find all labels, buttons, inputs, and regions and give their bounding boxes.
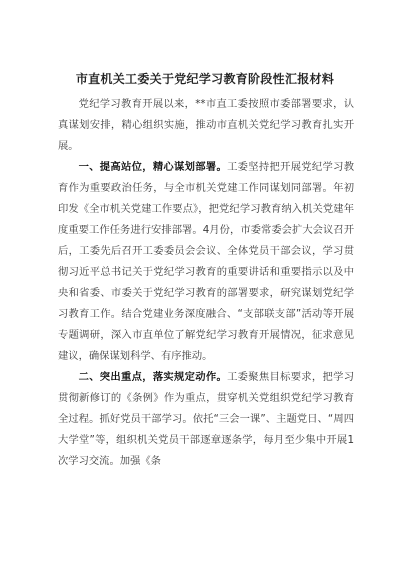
section-heading-2: 二、突出重点，落实规定动作。 [78,371,228,383]
paragraph-text: 工委聚焦目标要求，把学习贯彻新修订的《条例》作为重点，贯穿机关党组织党纪学习教育全过程。抓好党员干部学习。依托“三会一课”、主题党日、“周四大学堂”等，组织机关党员干部逐章逐条学，每月至少集中开展1次学习交流。加强《条 [58,371,355,467]
paragraph-text: 党纪学习教育开展以来，**市直工委按照市委部署要求，认真谋划安排，精心组织实施，推动市直机关党纪学习教育扎实开展。 [58,98,354,152]
paragraph-intro [58,94,354,157]
paragraph-text: 工委坚持把开展党纪学习教育作为重要政治任务，与全市机关党建工作同谋划同部署。年初印发《全市机关党建工作要点》，把党纪学习教育纳入机关党建年度重要工作任务进行安排部署。4月份，市委常委会扩大会议召开后，工委先后召开工委委员会会议、全体党员干部会议，学习贯彻习近平总书记关于党纪学习教育的重要讲话和重要指示以及中央和省委、市委关于党纪学习教育的部署要求，研究谋划党纪学习教育工作。结合党建业务深度融合、“支部联支部”活动等开展专题调研，深入市直单位了解党纪学习教育开展情况，征求意见建议，确保谋划科学、有序推动。 [58,161,355,362]
paragraph-section-2 [58,367,354,472]
paragraph-section-1 [58,157,354,367]
document-title: 市直机关工委关于党纪学习教育阶段性汇报材料 [75,72,335,86]
document-body [58,94,354,472]
section-heading-1: 一、提高站位，精心谋划部署。 [78,161,228,173]
